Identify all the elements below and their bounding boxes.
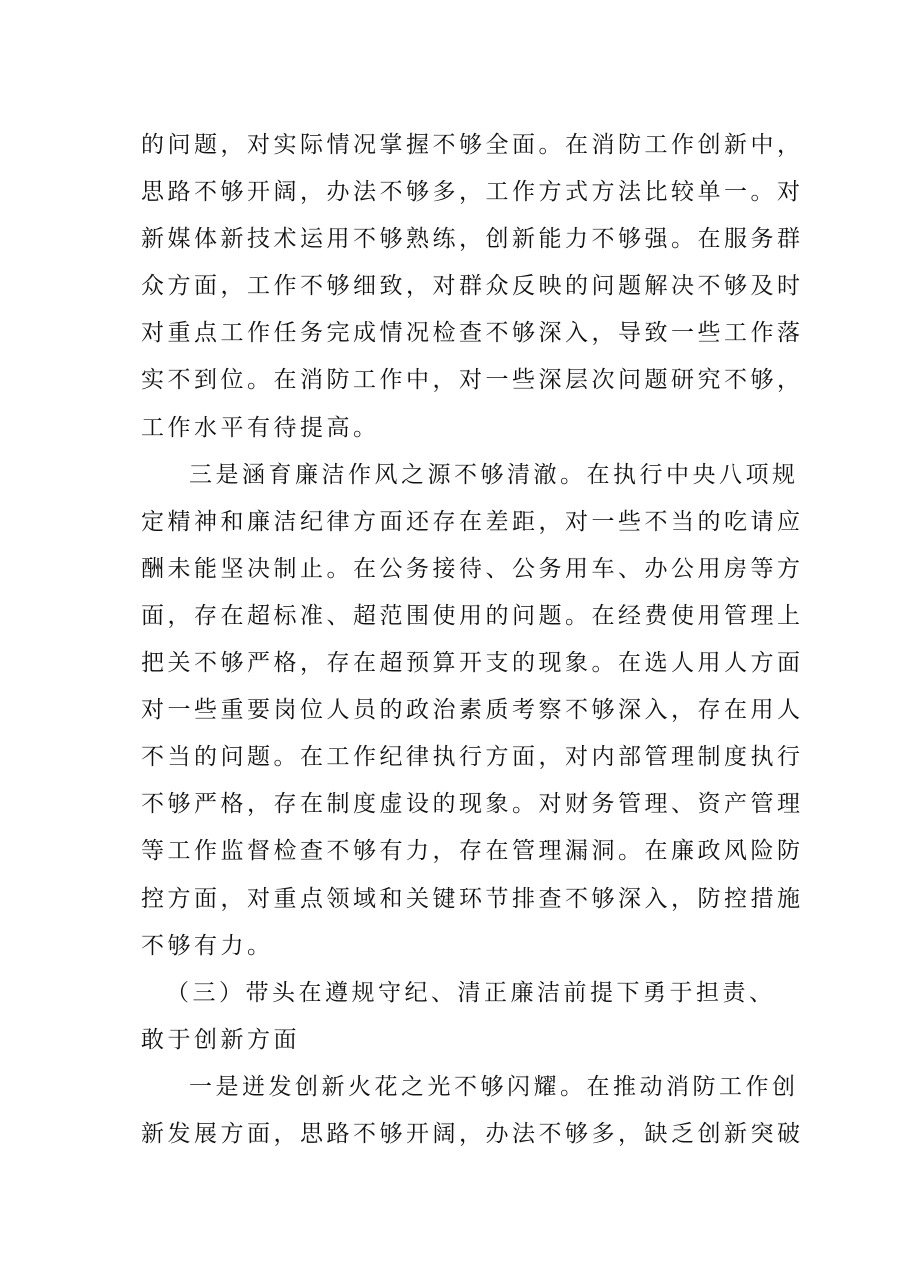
- text-line: 对重点工作任务完成情况检查不够深入，导致一些工作落: [141, 320, 804, 347]
- text-line: 思路不够开阔，办法不够多，工作方式方法比较单一。对: [141, 179, 804, 206]
- paragraph-start-line: 一是迸发创新火花之光不够闪耀。在推动消防工作创: [189, 1073, 799, 1100]
- text-line: 酬未能坚决制止。在公务接待、公务用车、办公用房等方: [141, 555, 804, 582]
- text-line: 工作水平有待提高。: [141, 414, 380, 441]
- section-heading-line: 敢于创新方面: [141, 1026, 300, 1053]
- text-line: 定精神和廉洁纪律方面还存在差距，对一些不当的吃请应: [141, 508, 804, 535]
- paragraph-start-line: 三是涵育廉洁作风之源不够清澈。在执行中央八项规: [189, 461, 799, 488]
- text-line: 新发展方面，思路不够开阔，办法不够多，缺乏创新突破: [141, 1120, 804, 1147]
- text-line: 控方面，对重点领域和关键环节排查不够深入，防控措施: [141, 885, 804, 912]
- section-heading-line: （三）带头在遵规守纪、清正廉洁前提下勇于担责、: [166, 979, 776, 1006]
- text-line: 等工作监督检查不够有力，存在管理漏洞。在廉政风险防: [141, 838, 804, 865]
- text-line: 众方面，工作不够细致，对群众反映的问题解决不够及时: [141, 273, 804, 300]
- text-line: 新媒体新技术运用不够熟练，创新能力不够强。在服务群: [141, 226, 804, 253]
- document-body: [141, 122, 804, 1158]
- text-line: 实不到位。在消防工作中，对一些深层次问题研究不够，: [141, 367, 804, 394]
- text-line: 不够有力。: [141, 932, 274, 959]
- text-line: 面，存在超标准、超范围使用的问题。在经费使用管理上: [141, 602, 804, 629]
- text-line: 把关不够严格，存在超预算开支的现象。在选人用人方面: [141, 650, 804, 677]
- text-line: 对一些重要岗位人员的政治素质考察不够深入，存在用人: [141, 697, 804, 724]
- text-line: 不当的问题。在工作纪律执行方面，对内部管理制度执行: [141, 744, 804, 771]
- text-line: 的问题，对实际情况掌握不够全面。在消防工作创新中，: [141, 132, 804, 158]
- text-line: 不够严格，存在制度虚设的现象。对财务管理、资产管理: [141, 791, 804, 818]
